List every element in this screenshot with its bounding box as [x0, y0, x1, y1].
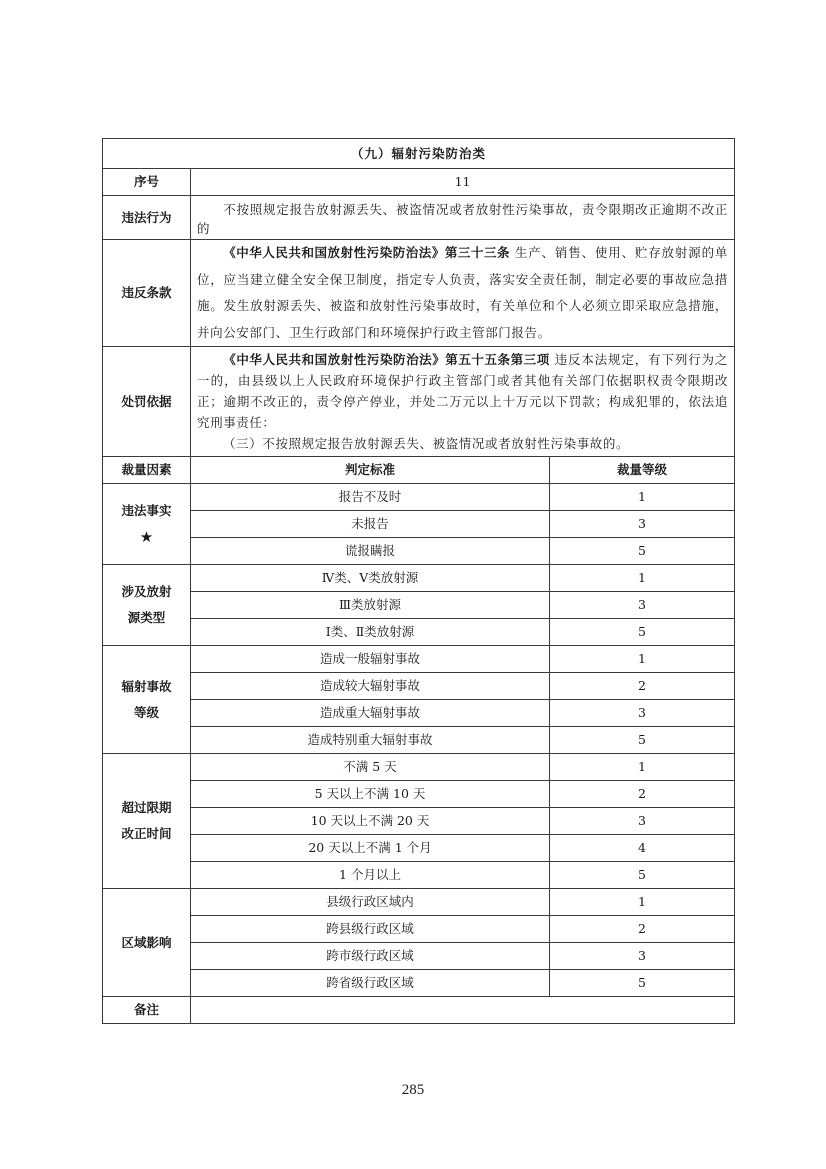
- criteria-cell: Ⅲ类放射源: [191, 592, 550, 619]
- criteria-cell: 1 个月以上: [191, 862, 550, 889]
- serial-value: 11: [191, 169, 735, 196]
- factor-name-line2: 等级: [133, 704, 159, 720]
- star-icon: ★: [139, 528, 154, 546]
- level-cell: 1: [550, 484, 735, 511]
- criteria-cell: 造成一般辐射事故: [191, 646, 550, 673]
- criteria-cell: 报告不及时: [191, 484, 550, 511]
- factor-name: 超过限期: [121, 800, 172, 815]
- level-cell: 1: [550, 565, 735, 592]
- level-cell: 5: [550, 970, 735, 997]
- level-cell: 2: [550, 916, 735, 943]
- violated-provision-cell: [191, 240, 735, 347]
- factor-name: 违法事实: [121, 503, 172, 518]
- factor-row: [103, 646, 735, 673]
- criteria-cell: 5 天以上不满 10 天: [191, 781, 550, 808]
- criteria-cell: 县级行政区域内: [191, 889, 550, 916]
- title-row: [103, 139, 735, 169]
- factor-row: [103, 889, 735, 916]
- level-cell: 1: [550, 646, 735, 673]
- remarks-row: [103, 997, 735, 1024]
- violation-text: 不按照规定报告放射源丢失、被盗情况或者放射性污染事故，责令限期改正逾期不改正的: [197, 201, 729, 236]
- serial-row: [103, 169, 735, 196]
- level-cell: 3: [550, 511, 735, 538]
- criteria-cell: 造成较大辐射事故: [191, 673, 550, 700]
- penalty-basis-row: [103, 347, 735, 457]
- level-cell: 5: [550, 862, 735, 889]
- level-cell: 1: [550, 754, 735, 781]
- level-cell: 3: [550, 700, 735, 727]
- violated-provision-law-ref: 《中华人民共和国放射性污染防治法》第三十三条: [223, 245, 511, 260]
- table-title: （九）辐射污染防治类: [103, 139, 735, 169]
- criteria-cell: 跨县级行政区域: [191, 916, 550, 943]
- factor-name-cell: [103, 565, 191, 646]
- level-cell: 3: [550, 808, 735, 835]
- level-cell: 4: [550, 835, 735, 862]
- level-cell: 5: [550, 619, 735, 646]
- factor-row: [103, 673, 735, 700]
- factor-row: [103, 619, 735, 646]
- factor-row: [103, 565, 735, 592]
- level-cell: 3: [550, 943, 735, 970]
- criteria-cell: 跨市级行政区域: [191, 943, 550, 970]
- factor-row: [103, 700, 735, 727]
- factor-name: 辐射事故: [121, 678, 172, 694]
- factor-name-line2: 源类型: [127, 610, 166, 625]
- level-cell: 1: [550, 889, 735, 916]
- criteria-cell: 谎报瞒报: [191, 538, 550, 565]
- discretion-table: [102, 138, 735, 1024]
- factor-row: [103, 754, 735, 781]
- criteria-cell: 跨省级行政区域: [191, 970, 550, 997]
- header-factor: 裁量因素: [103, 457, 191, 484]
- column-header-row: [103, 457, 735, 484]
- penalty-basis-law-ref: 《中华人民共和国放射性污染防治法》第五十五条第三项: [223, 352, 550, 367]
- criteria-cell: 不满 5 天: [191, 754, 550, 781]
- level-cell: 2: [550, 781, 735, 808]
- factor-name: 涉及放射: [121, 584, 172, 599]
- level-cell: 5: [550, 538, 735, 565]
- violated-provision-text: 生产、销售、使用、贮存放射源的单位，应当建立健全安全保卫制度，指定专人负责，落实安全责任制，制定必要的事故应急措施。发生放射源丢失、被盗和放射性污染事故时，有关单位和个人必须立即采取应急措施，并向公安部门、卫生行政部门和环境保护行政主管部门报告。: [197, 245, 729, 340]
- factor-name-cell: [103, 484, 191, 565]
- criteria-cell: Ⅰ类、Ⅱ类放射源: [191, 619, 550, 646]
- criteria-cell: 10 天以上不满 20 天: [191, 808, 550, 835]
- level-cell: 5: [550, 727, 735, 754]
- violation-row: [103, 196, 735, 240]
- factor-name-line2: 改正时间: [121, 826, 172, 841]
- serial-label: 序号: [103, 169, 191, 196]
- criteria-cell: 造成特别重大辐射事故: [191, 727, 550, 754]
- factor-name-cell: [103, 889, 191, 997]
- factor-row: [103, 808, 735, 835]
- factor-row: [103, 916, 735, 943]
- penalty-basis-item: （三）不按照规定报告放射源丢失、被盗情况或者放射性污染事故的。: [223, 436, 630, 451]
- violated-provision-row: [103, 240, 735, 347]
- factor-row: [103, 511, 735, 538]
- factor-name: 区域影响: [121, 934, 172, 950]
- criteria-cell: Ⅳ类、Ⅴ类放射源: [191, 565, 550, 592]
- factor-row: [103, 538, 735, 565]
- criteria-cell: 20 天以上不满 1 个月: [191, 835, 550, 862]
- header-level: 裁量等级: [550, 457, 735, 484]
- factor-row: [103, 970, 735, 997]
- penalty-basis-label: 处罚依据: [103, 347, 191, 457]
- factor-row: [103, 781, 735, 808]
- violation-text-cell: [191, 196, 735, 240]
- factor-name-cell: [103, 754, 191, 889]
- factor-row: [103, 727, 735, 754]
- remarks-value: [191, 997, 735, 1024]
- factor-row: [103, 592, 735, 619]
- penalty-basis-text: 违反本法规定，有下列行为之一的，由县级以上人民政府环境保护行政主管部门或者其他有关部门依据职权责令限期改正；逾期不改正的，责令停产停业，并处二万元以上十万元以下罚款；构成犯罪的，依法追究刑事责任：: [197, 352, 729, 430]
- level-cell: 3: [550, 592, 735, 619]
- remarks-label: 备注: [103, 997, 191, 1024]
- violation-label: 违法行为: [103, 196, 191, 240]
- factor-name-cell: [103, 646, 191, 754]
- factor-row: [103, 484, 735, 511]
- factor-row: [103, 943, 735, 970]
- criteria-cell: 未报告: [191, 511, 550, 538]
- factor-row: [103, 835, 735, 862]
- header-criteria: 判定标准: [191, 457, 550, 484]
- violated-provision-label: 违反条款: [103, 240, 191, 347]
- level-cell: 2: [550, 673, 735, 700]
- penalty-basis-cell: [191, 347, 735, 457]
- page-number: 285: [401, 1082, 425, 1098]
- criteria-cell: 造成重大辐射事故: [191, 700, 550, 727]
- factor-row: [103, 862, 735, 889]
